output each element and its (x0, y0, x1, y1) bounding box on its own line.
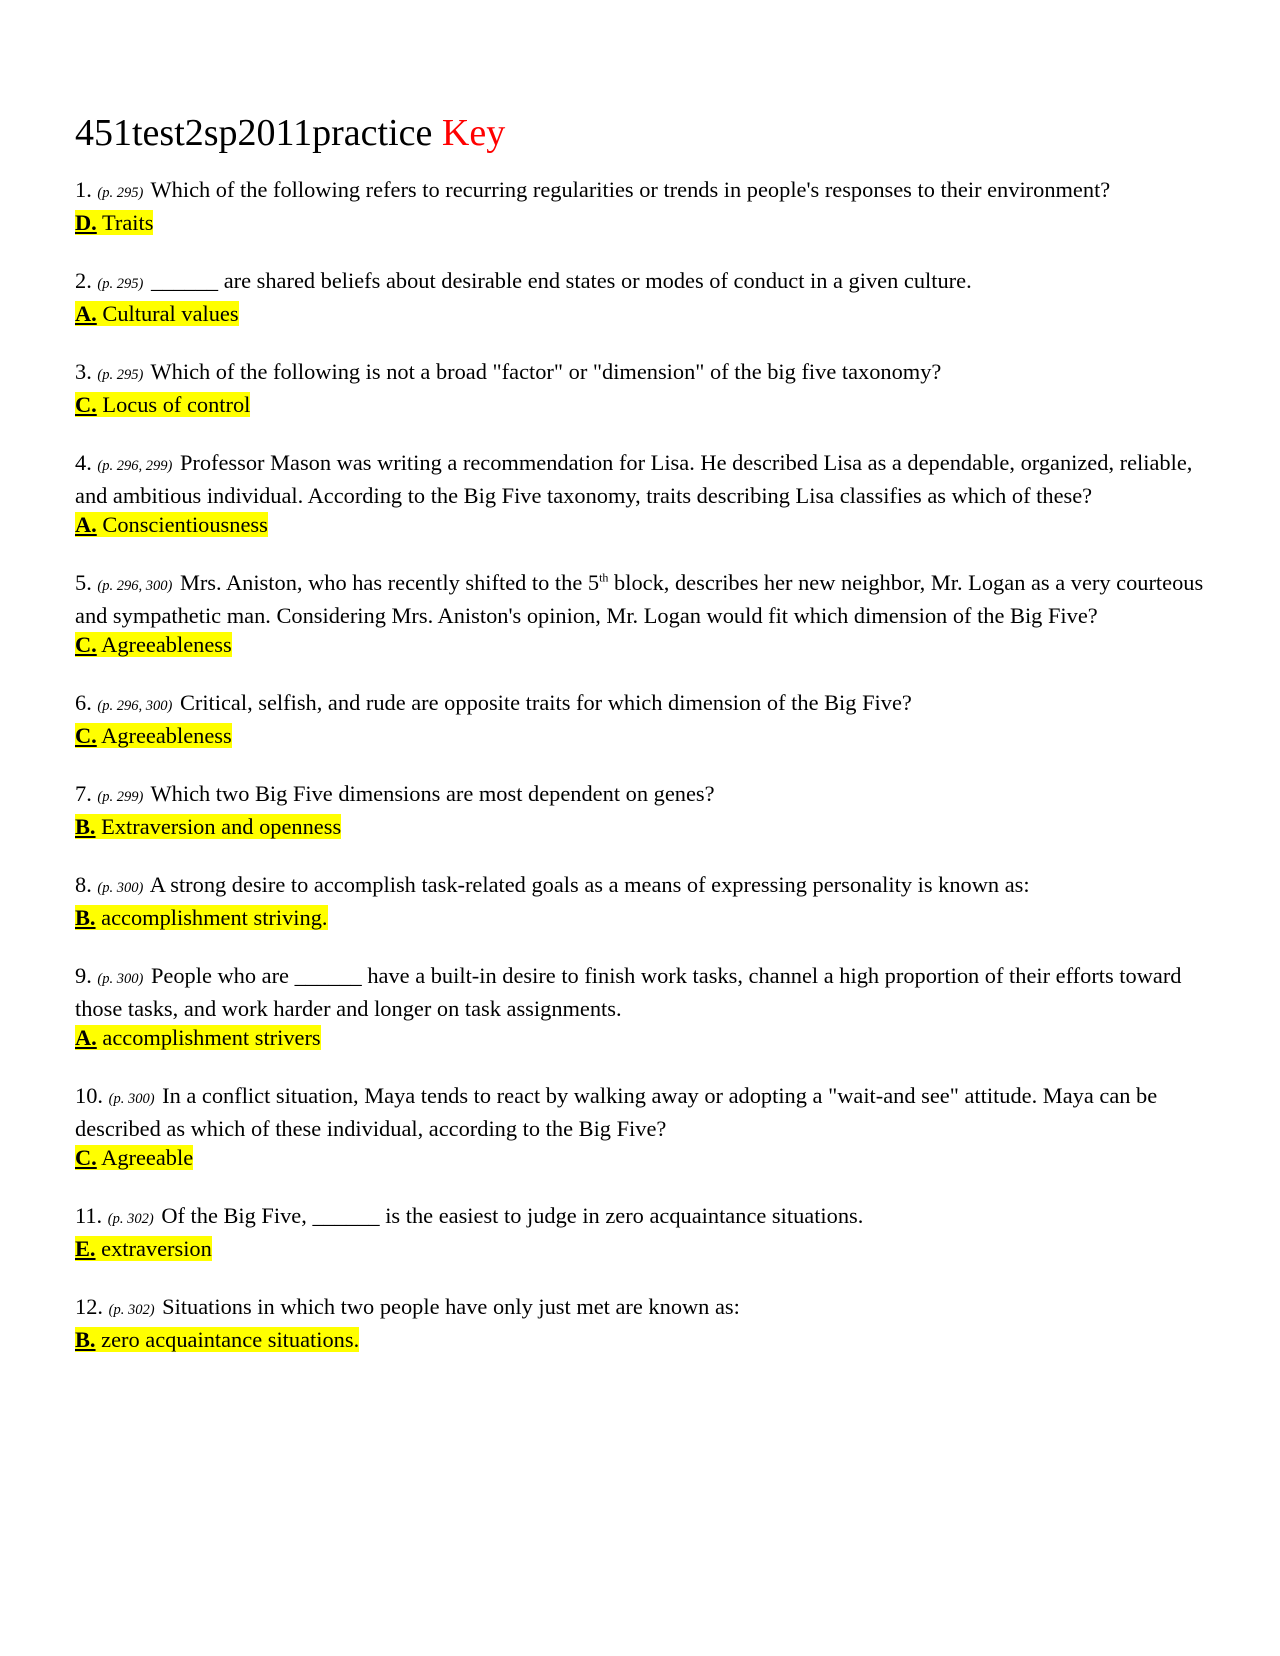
question-body: People who are ______ have a built-in desire to finish work tasks, channel a high proportion of their efforts toward those tasks, and work harder and longer on task assignments. (75, 963, 1182, 1021)
answer (75, 1143, 1205, 1172)
answer-text: Conscientiousness (102, 512, 268, 537)
page-reference: (p. 300) (108, 1091, 155, 1107)
question-text (75, 779, 1205, 812)
question-number: 9. (75, 963, 92, 988)
question-number: 8. (75, 872, 92, 897)
question-1 (75, 175, 1205, 237)
answer-letter: A. (75, 301, 97, 326)
question-number: 12. (75, 1294, 103, 1319)
answer-letter: B. (75, 1327, 96, 1352)
answer-letter: D. (75, 210, 97, 235)
question-body: Situations in which two people have only just met are known as: (162, 1294, 740, 1319)
question-9 (75, 961, 1205, 1052)
page-reference: (p. 295) (97, 185, 144, 201)
question-body-part: block, describes her new neighbor, Mr. Logan as a very courteous and sympathetic man. Considering Mrs. Aniston's opinion, Mr. Logan would fit which dimension of the Big Five? (75, 570, 1204, 628)
question-text (75, 961, 1205, 1023)
question-number: 6. (75, 690, 92, 715)
question-text (75, 1201, 1205, 1234)
question-text (75, 266, 1205, 299)
question-number: 1. (75, 177, 92, 202)
answer (75, 510, 1205, 539)
question-number: 4. (75, 450, 92, 475)
answer-text: accomplishment striving. (101, 905, 328, 930)
answer (75, 299, 1205, 328)
question-body: In a conflict situation, Maya tends to react by walking away or adopting a "wait-and see" attitude. Maya can be described as which of these individual, according to the Big Five? (75, 1083, 1158, 1141)
answer-letter: B. (75, 905, 96, 930)
answer-letter: C. (75, 1145, 97, 1170)
question-text (75, 688, 1205, 721)
question-text (75, 357, 1205, 390)
answer-text: zero acquaintance situations. (101, 1327, 360, 1352)
answer-letter: B. (75, 814, 96, 839)
answer-letter: A. (75, 512, 97, 537)
document-title (75, 105, 1205, 161)
answer-letter: A. (75, 1025, 97, 1050)
answer (75, 721, 1205, 750)
answer (75, 390, 1205, 419)
question-number: 2. (75, 268, 92, 293)
question-number: 3. (75, 359, 92, 384)
answer (75, 1234, 1205, 1263)
answer-text: Agreeableness (101, 723, 232, 748)
question-6 (75, 688, 1205, 750)
page-reference: (p. 302) (107, 1211, 154, 1227)
question-body: Which of the following is not a broad "factor" or "dimension" of the big five taxonomy? (150, 359, 942, 384)
answer-text: accomplishment strivers (102, 1025, 321, 1050)
question-7 (75, 779, 1205, 841)
question-body: Professor Mason was writing a recommendation for Lisa. He described Lisa as a dependable, organized, reliable, and ambitious individual. According to the Big Five taxonomy, traits describing Lisa classifies as which of these? (75, 450, 1193, 508)
question-body: Which two Big Five dimensions are most dependent on genes? (150, 781, 715, 806)
question-10 (75, 1081, 1205, 1172)
answer-letter: C. (75, 723, 97, 748)
question-3 (75, 357, 1205, 419)
question-12 (75, 1292, 1205, 1354)
answer-text: extraversion (101, 1236, 212, 1261)
question-text (75, 870, 1205, 903)
question-11 (75, 1201, 1205, 1263)
page-reference: (p. 296, 300) (97, 698, 173, 714)
answer-letter: C. (75, 392, 97, 417)
page-reference: (p. 296, 299) (97, 458, 173, 474)
answer (75, 1325, 1205, 1354)
answer-letter: E. (75, 1236, 96, 1261)
answer-text: Agreeable (101, 1145, 194, 1170)
question-body-part: Mrs. Aniston, who has recently shifted to the 5 (179, 570, 600, 595)
question-2 (75, 266, 1205, 328)
question-text (75, 175, 1205, 208)
page-reference: (p. 295) (97, 367, 144, 383)
answer (75, 1023, 1205, 1052)
question-number: 11. (75, 1203, 103, 1228)
question-body (75, 570, 1203, 628)
answer-text: Agreeableness (101, 632, 232, 657)
title-text: 451test2sp2011practice (75, 112, 433, 154)
ordinal-superscript: th (599, 570, 609, 585)
document-page (75, 105, 1205, 1383)
answer-text: Cultural values (102, 301, 239, 326)
page-reference: (p. 300) (97, 880, 144, 896)
question-body: Critical, selfish, and rude are opposite traits for which dimension of the Big Five? (179, 690, 912, 715)
answer-text: Traits (101, 210, 154, 235)
page-reference: (p. 295) (97, 276, 144, 292)
question-text (75, 1292, 1205, 1325)
question-text (75, 568, 1205, 630)
page-reference: (p. 296, 300) (97, 578, 173, 594)
answer (75, 903, 1205, 932)
question-body: Which of the following refers to recurring regularities or trends in people's responses to their environment? (150, 177, 1111, 202)
answer (75, 208, 1205, 237)
question-body: ______ are shared beliefs about desirable end states or modes of conduct in a given culture. (150, 268, 972, 293)
question-body: Of the Big Five, ______ is the easiest to judge in zero acquaintance situations. (161, 1203, 864, 1228)
question-5 (75, 568, 1205, 659)
answer-letter: C. (75, 632, 97, 657)
question-body: A strong desire to accomplish task-related goals as a means of expressing personality is known as: (149, 872, 1030, 897)
question-number: 5. (75, 570, 92, 595)
question-4 (75, 448, 1205, 539)
answer-text: Locus of control (102, 392, 251, 417)
page-reference: (p. 300) (97, 971, 144, 987)
question-number: 10. (75, 1083, 103, 1108)
answer (75, 812, 1205, 841)
title-key-label: Key (441, 112, 506, 154)
question-text (75, 448, 1205, 510)
page-reference: (p. 302) (108, 1302, 155, 1318)
question-number: 7. (75, 781, 92, 806)
question-8 (75, 870, 1205, 932)
answer-text: Extraversion and openness (101, 814, 342, 839)
answer (75, 630, 1205, 659)
page-reference: (p. 299) (97, 789, 144, 805)
question-text (75, 1081, 1205, 1143)
